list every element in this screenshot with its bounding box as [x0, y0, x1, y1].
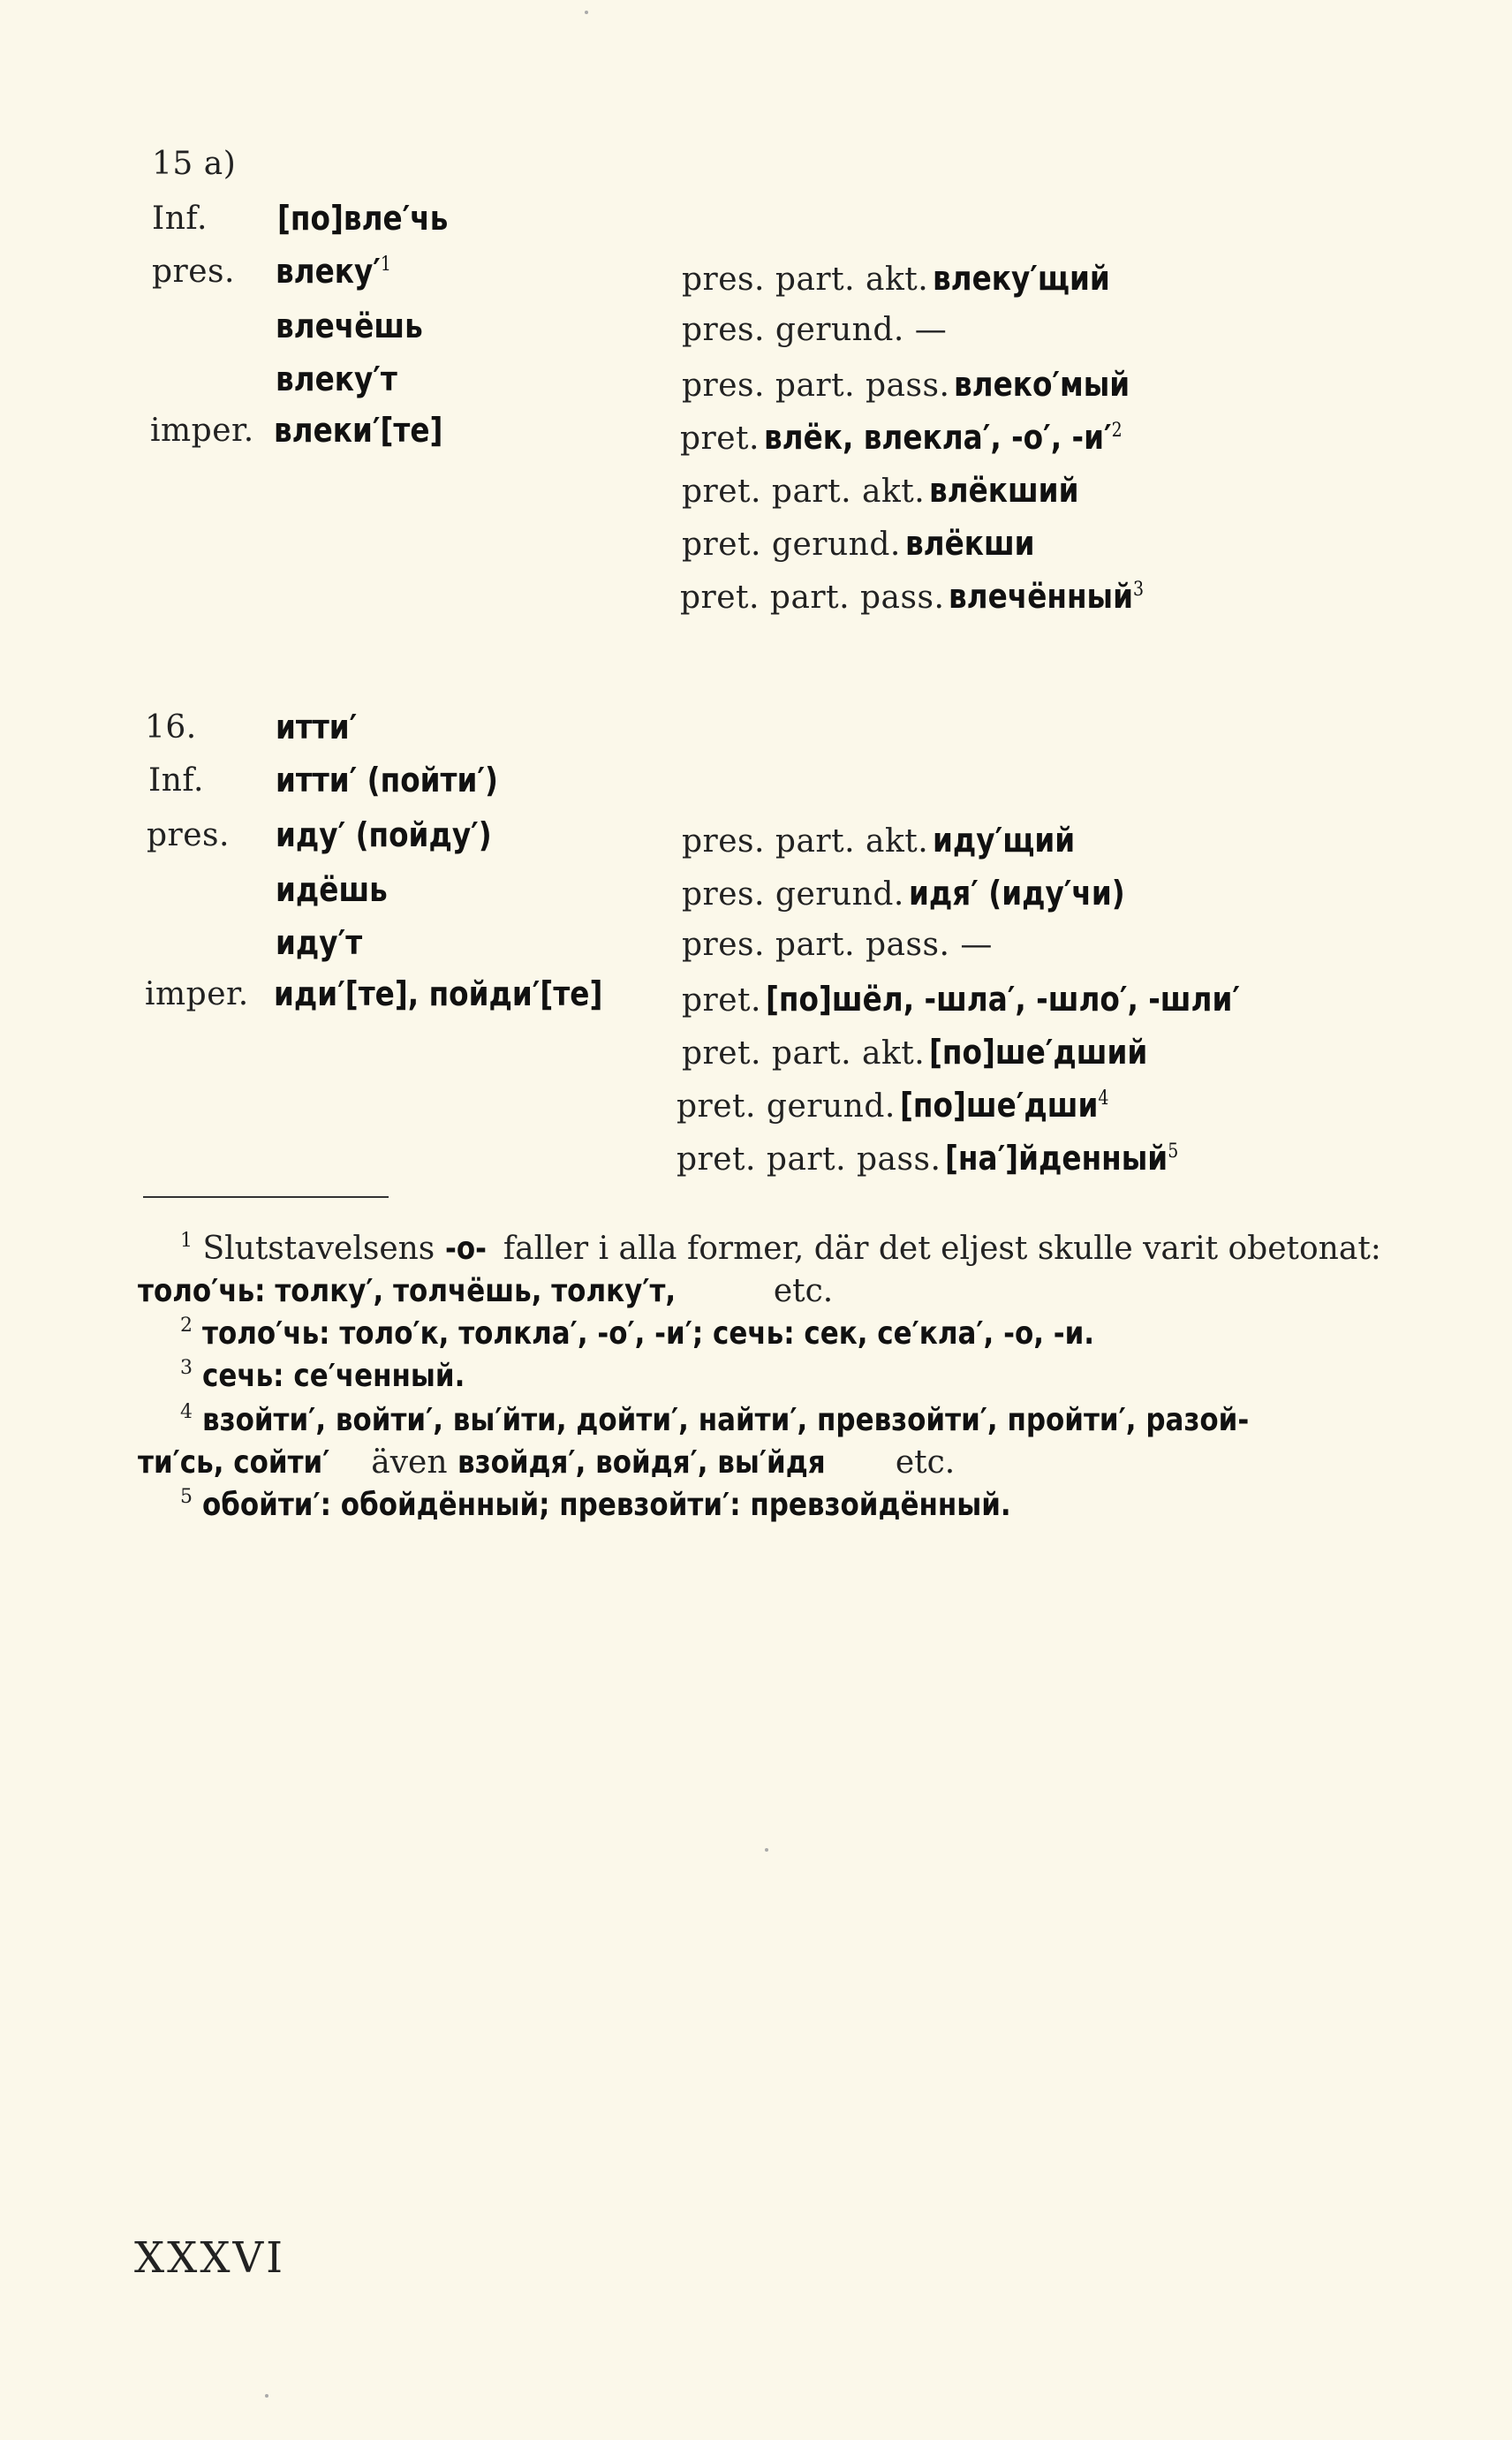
pres-form-2: идёшь	[276, 870, 388, 909]
footnote-1-cont: толо′чь: толку′, толчёшь, толку′т, etc.	[138, 1273, 834, 1309]
imper-label: imper.	[150, 413, 254, 449]
footnote-4: $^4$ взойти′, войти′, вы′йти, дойти′, найти′, превзойти′, пройти′, разой-	[180, 1401, 1250, 1438]
participle-row: pres. part. pass. влеко′мый	[682, 365, 1130, 404]
paper-speck	[265, 2394, 268, 2398]
participle-row: pret. part. akt. влёкший	[682, 471, 1079, 510]
inf-form: [по]вле′чь	[277, 199, 449, 238]
pres-form-2: влечёшь	[276, 307, 423, 345]
pres-form-1: $влеку'^1$	[276, 252, 391, 291]
participle-row: pret. part. pass. влечённый$^3$	[680, 577, 1145, 616]
footnote-2: $^2$ толо′чь: толо′к, толкла′, -о′, -и′; сечь: сек, се′кла′, -о, -и.	[180, 1315, 1095, 1352]
participle-row: pret. [по]шёл, -шла′, -шло′, -шли′	[682, 980, 1241, 1019]
page-number: XXXVI	[134, 2233, 286, 2283]
paper-speck	[765, 1848, 768, 1852]
paper-speck	[585, 11, 588, 14]
pres-form-3: иду′т	[276, 923, 363, 962]
inf-label: Inf.	[148, 762, 204, 799]
participle-row: pres. gerund. —	[682, 312, 948, 348]
pres-form-3: влеку′т	[276, 360, 397, 398]
participle-row: pret. влёк, влекла′, -о′, $-и'^2$	[680, 418, 1123, 457]
pres-form-1: иду′ (пойду′)	[276, 815, 492, 854]
inf-label: Inf.	[152, 201, 208, 237]
participle-row: pres. gerund. идя′ (иду′чи)	[682, 874, 1125, 913]
footnote-3: $^3$ сечь: се′ченный.	[180, 1357, 465, 1394]
imper-form: иди′[те], пойди′[те]	[274, 974, 603, 1013]
footnote-5: $^5$ обойти′: обойдённый; превзойти′: превзойдённый.	[180, 1486, 1012, 1523]
participle-row: pret. part. pass. [на′]йденный$^5$	[677, 1139, 1179, 1178]
pres-label: pres.	[147, 817, 230, 853]
imper-label: imper.	[145, 976, 249, 1012]
imper-form: влеки′[те]	[274, 411, 443, 450]
footnote-1: $^1$ Slutstavelsens -о- faller i alla former, där det eljest skulle varit obetonat:	[180, 1230, 1381, 1267]
participle-row: pret. gerund. влёкши	[682, 524, 1035, 563]
section-15-heading: 15 a)	[152, 146, 237, 182]
section-16-heading: 16.	[145, 709, 197, 746]
participle-row: pres. part. akt. иду′щий	[682, 821, 1076, 860]
footnote-4-cont: ти′сь, сойти′ även взойдя′, войдя′, вы′йдя etc.	[138, 1444, 956, 1481]
participle-row: pret. part. akt. [по]ше′дший	[682, 1033, 1148, 1072]
pres-label: pres.	[152, 254, 235, 290]
participle-row: pres. part. akt. влеку′щий	[682, 259, 1111, 298]
section-16-heading-form: итти′	[276, 708, 358, 746]
participle-row: pres. part. pass. —	[682, 927, 993, 963]
inf-form: итти′ (пойти′)	[276, 761, 498, 799]
footnote-divider	[143, 1196, 389, 1198]
participle-row: pret. gerund. [по]ше′дши$^4$	[677, 1086, 1109, 1125]
